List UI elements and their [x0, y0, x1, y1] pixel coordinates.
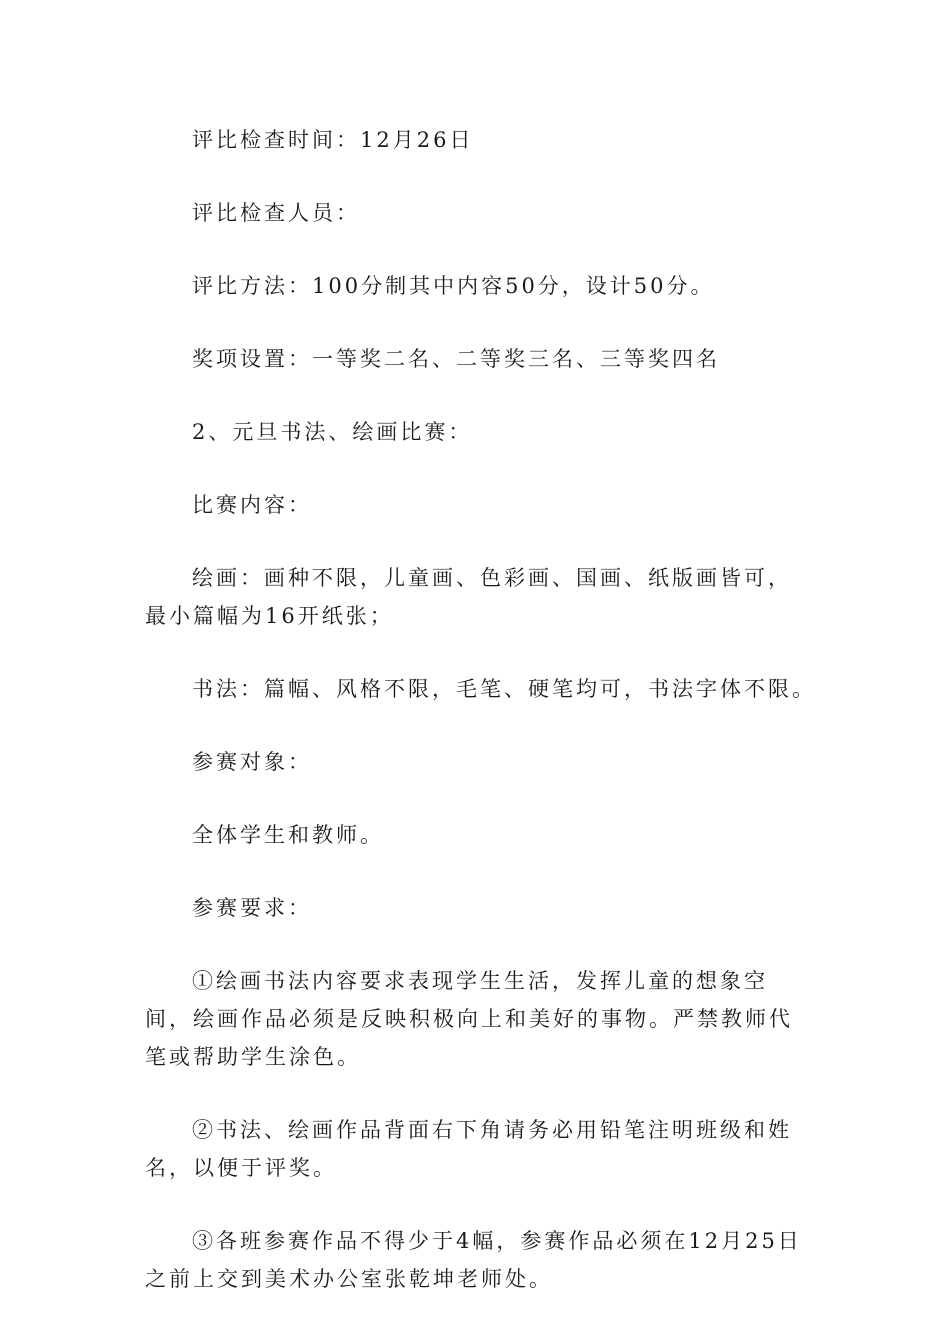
requirement-1: ①绘画书法内容要求表现学生生活，发挥儿童的想象空间，绘画作品必须是反映积极向上和美好的事物。严禁教师代笔或帮助学生涂色。	[145, 969, 793, 1069]
evaluation-method: 评比方法：100分制其中内容50分，设计50分。	[192, 274, 715, 298]
painting-rules: 绘画：画种不限，儿童画、色彩画、国画、纸版画皆可，最小篇幅为16开纸张；	[145, 566, 792, 628]
requirement-2: ②书法、绘画作品背面右下角请务必用铅笔注明班级和姓名，以便于评奖。	[145, 1118, 792, 1180]
evaluation-staff: 评比检查人员：	[192, 201, 360, 225]
participants: 全体学生和教师。	[192, 823, 384, 847]
document-body	[145, 121, 816, 1333]
participants-label: 参赛对象：	[192, 750, 312, 774]
requirements-label: 参赛要求：	[192, 896, 312, 920]
section-heading: 2、元旦书法、绘画比赛：	[192, 420, 473, 444]
evaluation-time: 评比检查时间：12月26日	[192, 128, 474, 152]
contest-content-label: 比赛内容：	[192, 493, 312, 517]
calligraphy-rules: 书法：篇幅、风格不限，毛笔、硬笔均可，书法字体不限。	[192, 677, 816, 701]
requirement-3: ③各班参赛作品不得少于4幅，参赛作品必须在12月25日之前上交到美术办公室张乾坤老师处。	[145, 1229, 802, 1291]
award-settings: 奖项设置：一等奖二名、二等奖三名、三等奖四名	[192, 347, 720, 371]
